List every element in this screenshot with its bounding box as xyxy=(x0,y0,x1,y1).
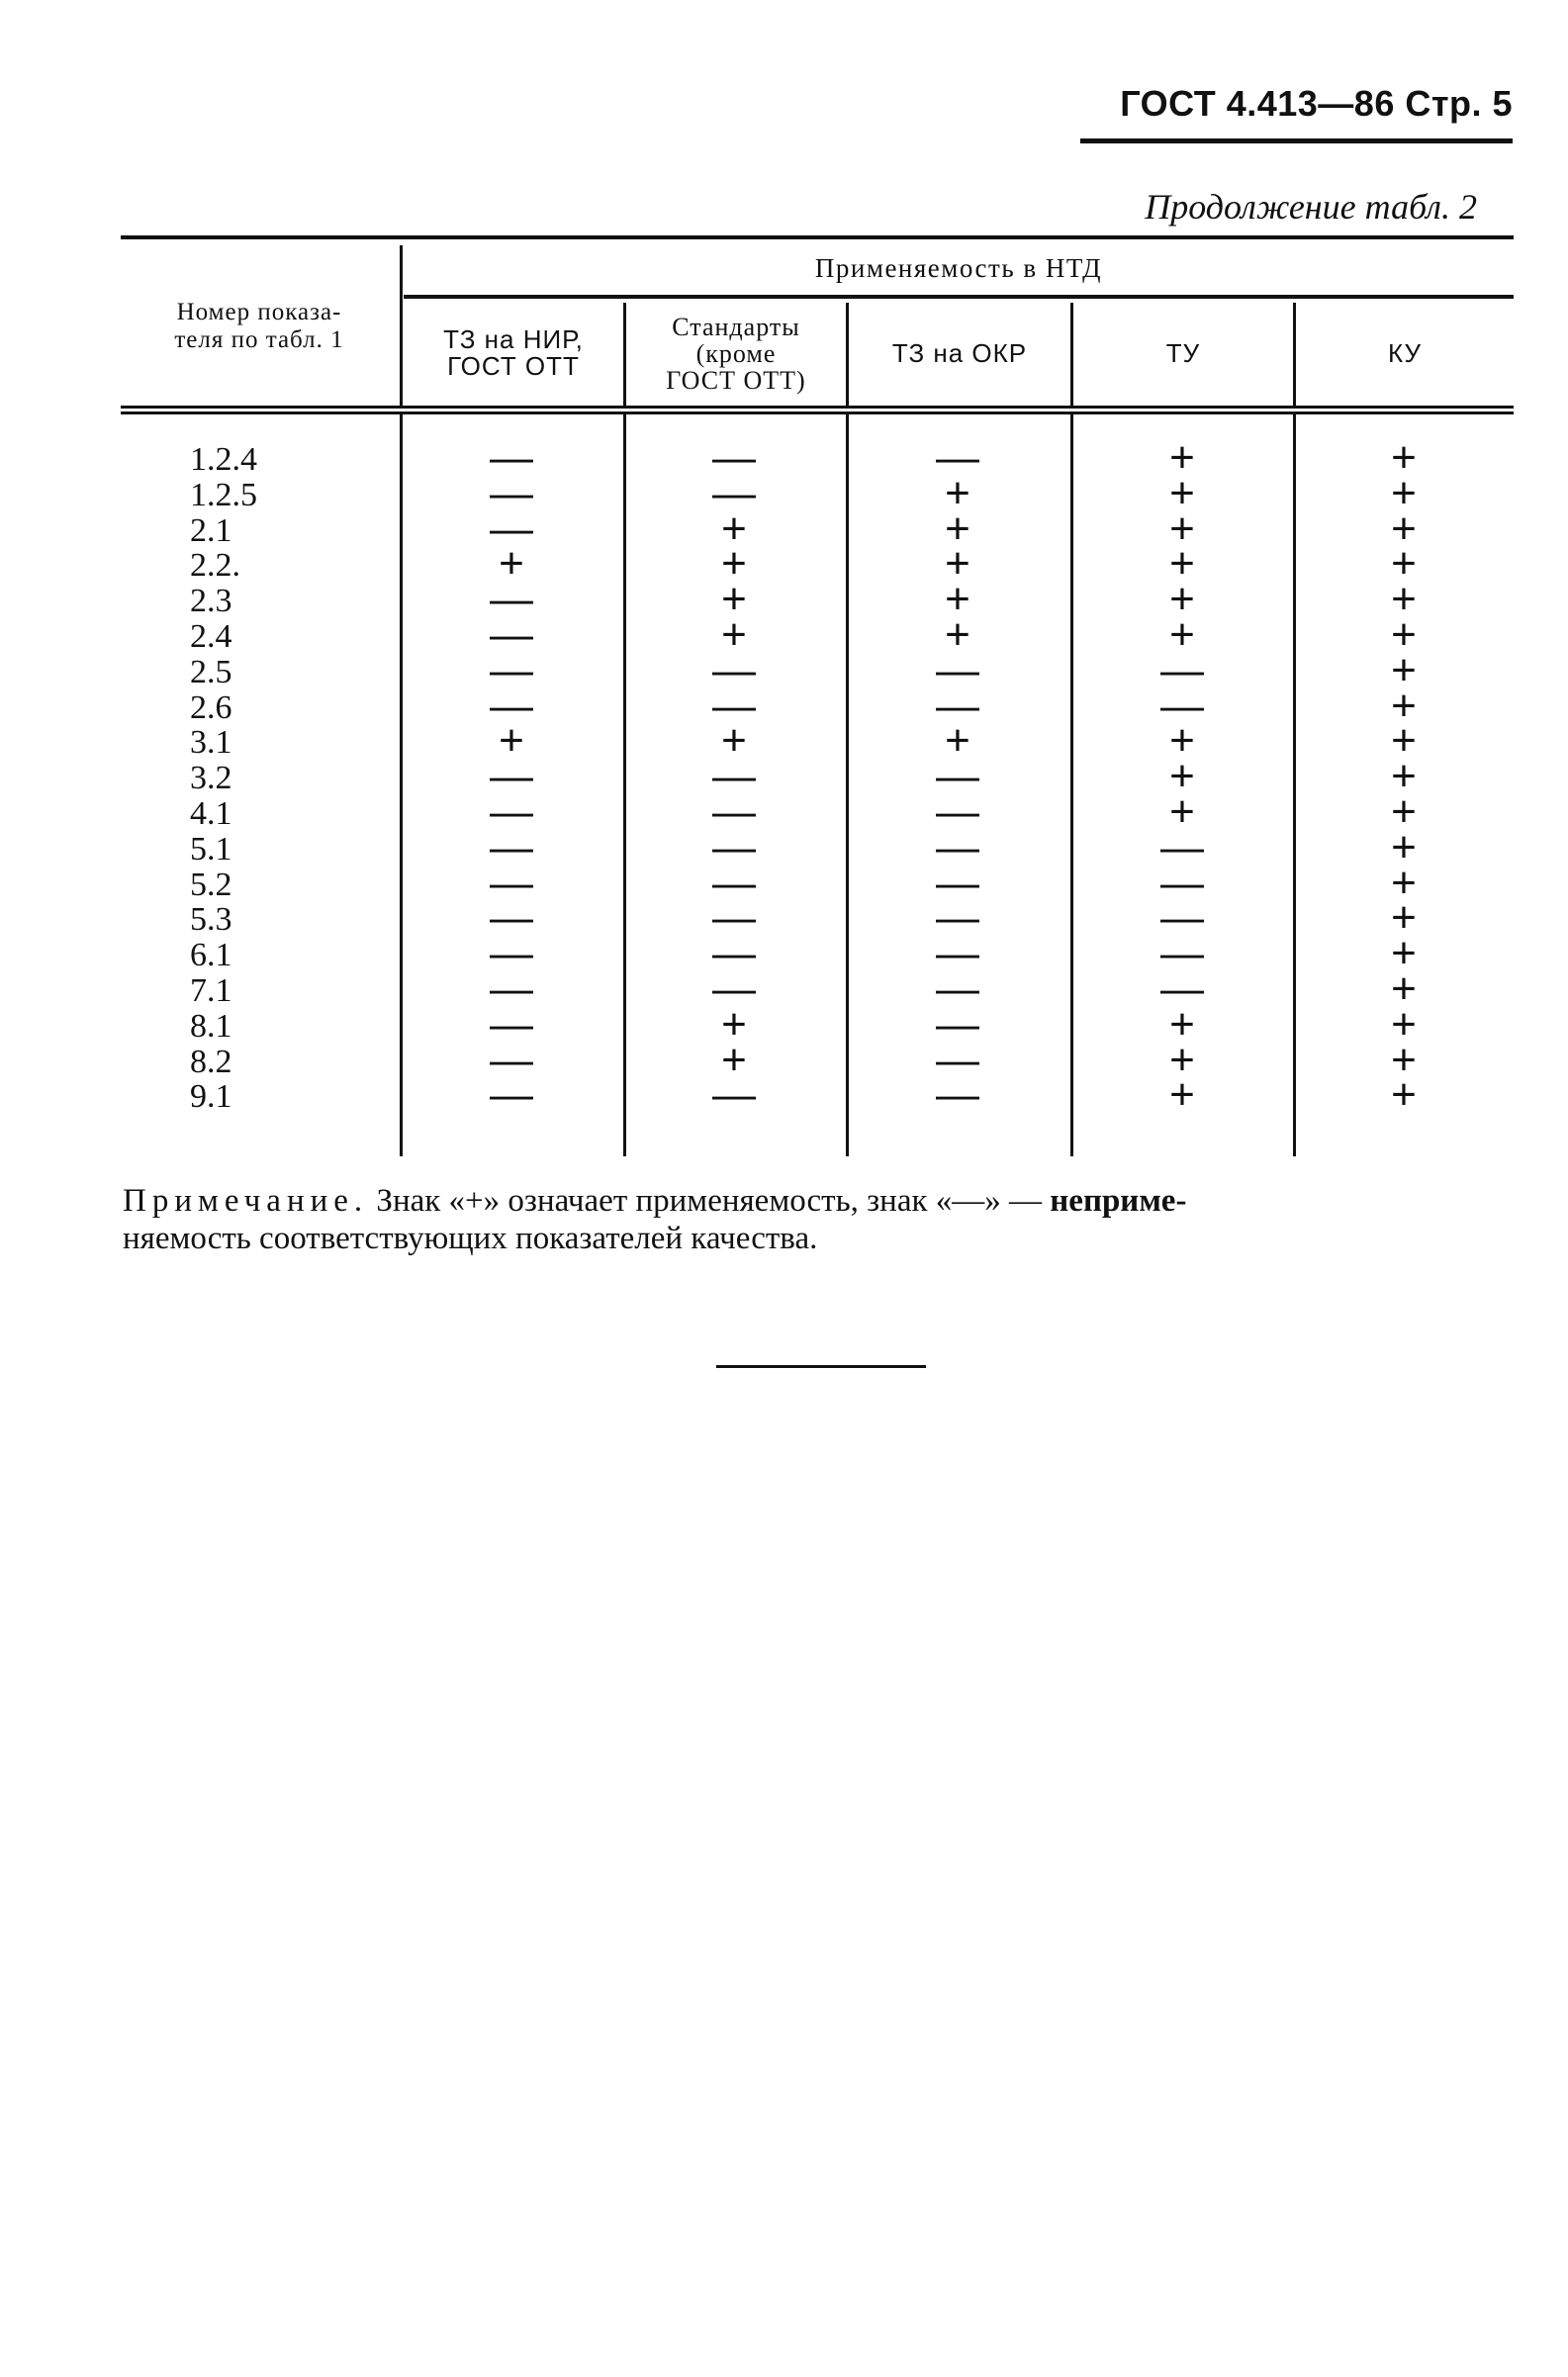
mark-applicable: + xyxy=(1391,1035,1417,1084)
row-number: 2.3 xyxy=(190,583,232,620)
mark-applicable: + xyxy=(1391,575,1417,624)
mark-not-applicable: — xyxy=(936,893,979,943)
body-divider xyxy=(623,414,626,1156)
mark-applicable: + xyxy=(1169,503,1195,553)
column-header-ku xyxy=(1296,305,1514,402)
column-header-line: КУ xyxy=(1388,337,1422,368)
row-number: 2.6 xyxy=(190,688,232,726)
mark-applicable: + xyxy=(721,999,747,1049)
mark-applicable: + xyxy=(1391,999,1417,1049)
mark-not-applicable: — xyxy=(712,964,756,1013)
mark-not-applicable: — xyxy=(490,503,533,553)
mark-applicable: + xyxy=(1391,893,1417,943)
row-number: 3.2 xyxy=(190,760,232,797)
row-number: 5.1 xyxy=(190,830,232,868)
column-header-line: (кроме xyxy=(695,338,777,368)
body-divider xyxy=(846,414,849,1156)
mark-applicable: + xyxy=(945,716,970,766)
mark-not-applicable: — xyxy=(712,433,756,482)
column-header-standards xyxy=(626,305,846,402)
mark-applicable: + xyxy=(1391,929,1417,978)
row-number: 8.2 xyxy=(190,1043,232,1080)
header-divider xyxy=(400,245,403,406)
column-header-line: ГОСТ ОТТ xyxy=(447,351,580,381)
mark-applicable: + xyxy=(945,539,970,589)
row-number: 1.2.4 xyxy=(190,441,257,478)
applicability-table xyxy=(121,235,1514,1156)
mark-not-applicable: — xyxy=(490,1035,533,1084)
mark-not-applicable: — xyxy=(712,822,756,871)
row-number: 4.1 xyxy=(190,795,232,832)
body-divider xyxy=(1070,414,1073,1156)
mark-applicable: + xyxy=(1391,964,1417,1013)
mark-not-applicable: — xyxy=(490,575,533,624)
row-number: 9.1 xyxy=(190,1078,232,1116)
table-header xyxy=(121,239,1514,406)
mark-not-applicable: — xyxy=(490,787,533,836)
mark-not-applicable: — xyxy=(936,822,979,871)
row-number: 2.2. xyxy=(190,547,240,585)
mark-not-applicable: — xyxy=(936,964,979,1013)
mark-applicable: + xyxy=(1391,503,1417,553)
mark-applicable: + xyxy=(721,610,747,659)
mark-not-applicable: — xyxy=(712,645,756,694)
row-number: 5.3 xyxy=(190,901,232,939)
mark-not-applicable: — xyxy=(712,468,756,517)
mark-applicable: + xyxy=(1169,1070,1195,1120)
mark-not-applicable: — xyxy=(490,645,533,694)
mark-applicable: + xyxy=(1391,539,1417,589)
row-number-header-line: Номер показа- xyxy=(176,299,342,325)
column-header-line: ТУ xyxy=(1165,337,1201,368)
mark-not-applicable: — xyxy=(490,610,533,659)
mark-applicable: + xyxy=(721,716,747,766)
row-number: 2.4 xyxy=(190,618,232,655)
mark-applicable: + xyxy=(1391,752,1417,801)
mark-not-applicable: — xyxy=(712,893,756,943)
column-header-line: ТЗ на НИР, xyxy=(443,324,584,354)
body-divider xyxy=(400,414,403,1156)
mark-not-applicable: — xyxy=(936,787,979,836)
mark-applicable: + xyxy=(1391,787,1417,836)
mark-not-applicable: — xyxy=(712,929,756,978)
mark-applicable: + xyxy=(721,503,747,553)
column-header-line: Стандарты xyxy=(672,312,800,341)
mark-not-applicable: — xyxy=(936,999,979,1049)
mark-not-applicable: — xyxy=(490,858,533,907)
mark-not-applicable: — xyxy=(490,929,533,978)
column-header-line: ТЗ на ОКР xyxy=(891,337,1028,368)
mark-not-applicable: — xyxy=(936,681,979,730)
mark-applicable: + xyxy=(1169,433,1195,482)
mark-applicable: + xyxy=(945,468,970,517)
mark-not-applicable: — xyxy=(1160,964,1204,1013)
mark-applicable: + xyxy=(1169,468,1195,517)
mark-applicable: + xyxy=(1391,858,1417,907)
row-number-header xyxy=(121,299,398,354)
note-text-tail: неприме- xyxy=(1050,1183,1187,1219)
column-header-tz-okr xyxy=(849,305,1070,402)
mark-not-applicable: — xyxy=(490,822,533,871)
column-header-tz-nir xyxy=(404,305,623,402)
mark-not-applicable: — xyxy=(1160,822,1204,871)
mark-not-applicable: — xyxy=(712,681,756,730)
mark-not-applicable: — xyxy=(490,1070,533,1120)
mark-applicable: + xyxy=(1169,787,1195,836)
mark-applicable: + xyxy=(1391,610,1417,659)
mark-applicable: + xyxy=(1169,575,1195,624)
mark-applicable: + xyxy=(1169,539,1195,589)
row-number: 2.1 xyxy=(190,511,232,549)
note-label: Примечание. xyxy=(123,1183,369,1219)
mark-not-applicable: — xyxy=(712,858,756,907)
header-bottom-rule xyxy=(121,406,1514,409)
column-header-line: ГОСТ ОТТ) xyxy=(666,365,806,395)
column-header-tu xyxy=(1073,305,1293,402)
mark-not-applicable: — xyxy=(1160,645,1204,694)
mark-not-applicable: — xyxy=(936,752,979,801)
mark-applicable: + xyxy=(1169,999,1195,1049)
mark-applicable: + xyxy=(1391,822,1417,871)
mark-applicable: + xyxy=(1169,716,1195,766)
mark-applicable: + xyxy=(1391,645,1417,694)
mark-not-applicable: — xyxy=(490,468,533,517)
row-number: 3.1 xyxy=(190,724,232,762)
table-note xyxy=(123,1182,1516,1257)
mark-not-applicable: — xyxy=(712,752,756,801)
table-continuation-title: Продолжение табл. 2 xyxy=(1145,187,1477,227)
mark-not-applicable: — xyxy=(490,752,533,801)
mark-applicable: + xyxy=(945,610,970,659)
mark-not-applicable: — xyxy=(490,964,533,1013)
mark-applicable: + xyxy=(1391,468,1417,517)
mark-applicable: + xyxy=(721,1035,747,1084)
row-number-header-line: теля по табл. 1 xyxy=(174,326,344,353)
header-rule xyxy=(1080,138,1513,143)
mark-not-applicable: — xyxy=(712,787,756,836)
mark-applicable: + xyxy=(945,503,970,553)
mark-applicable: + xyxy=(721,539,747,589)
mark-applicable: + xyxy=(721,575,747,624)
mark-not-applicable: — xyxy=(1160,681,1204,730)
note-text-line2: няемость соответствующих показателей качества. xyxy=(123,1221,818,1256)
mark-not-applicable: — xyxy=(490,999,533,1049)
row-number: 2.5 xyxy=(190,653,232,690)
mark-applicable: + xyxy=(1169,752,1195,801)
mark-not-applicable: — xyxy=(936,1070,979,1120)
mark-not-applicable: — xyxy=(1160,893,1204,943)
mark-applicable: + xyxy=(1391,716,1417,766)
mark-not-applicable: — xyxy=(936,433,979,482)
row-number: 1.2.5 xyxy=(190,476,257,513)
body-divider xyxy=(1293,414,1296,1156)
mark-applicable: + xyxy=(1169,610,1195,659)
mark-not-applicable: — xyxy=(490,681,533,730)
mark-not-applicable: — xyxy=(712,1070,756,1120)
mark-applicable: + xyxy=(499,716,524,766)
mark-not-applicable: — xyxy=(936,645,979,694)
mark-not-applicable: — xyxy=(490,893,533,943)
row-number: 7.1 xyxy=(190,972,232,1009)
page-reference: ГОСТ 4.413—86 Стр. 5 xyxy=(1120,83,1513,124)
group-header: Применяемость в НТД xyxy=(814,253,1103,283)
mark-not-applicable: — xyxy=(490,433,533,482)
mark-applicable: + xyxy=(1169,1035,1195,1084)
mark-not-applicable: — xyxy=(936,929,979,978)
note-text: Знак «+» означает применяемость, знак «—» — xyxy=(376,1183,1043,1219)
mark-applicable: + xyxy=(1391,681,1417,730)
table-body xyxy=(121,414,1514,1156)
row-number: 5.2 xyxy=(190,866,232,903)
mark-not-applicable: — xyxy=(1160,929,1204,978)
mark-not-applicable: — xyxy=(936,1035,979,1084)
row-number: 6.1 xyxy=(190,937,232,974)
mark-not-applicable: — xyxy=(936,858,979,907)
row-number: 8.1 xyxy=(190,1007,232,1045)
mark-applicable: + xyxy=(945,575,970,624)
mark-not-applicable: — xyxy=(1160,858,1204,907)
mark-applicable: + xyxy=(1391,433,1417,482)
mark-applicable: + xyxy=(1391,1070,1417,1120)
mark-applicable: + xyxy=(499,539,524,589)
group-header-rule xyxy=(404,295,1514,299)
end-rule xyxy=(716,1365,926,1368)
